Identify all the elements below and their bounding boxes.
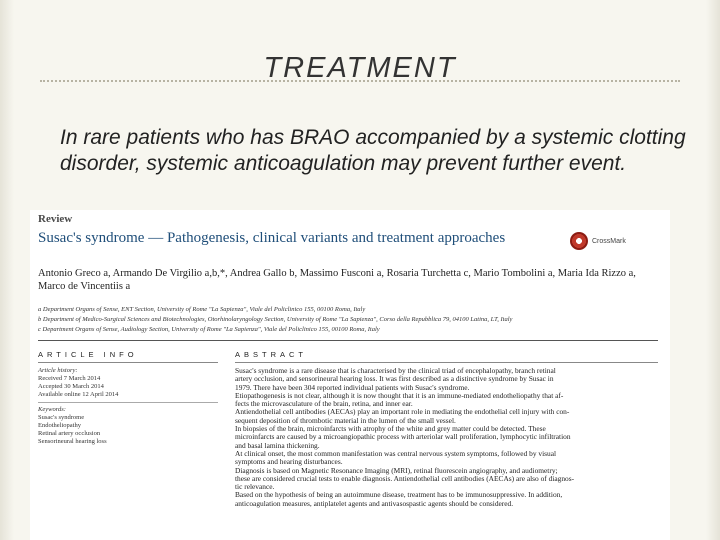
slide-title: TREATMENT xyxy=(263,52,457,84)
affiliation-list xyxy=(38,305,658,335)
abstract-line: tic relevance. xyxy=(235,482,275,492)
abstract-line: these are considered crucial tests to enable diagnosis. Antiendothelial cell antibodies (AECAs) are also of diagnos- xyxy=(235,473,575,483)
abstract-line: Antiendothelial cell antibodies (AECAs) play an important role in mediating the endothelial cell injury with con- xyxy=(235,407,570,417)
article-info-rule xyxy=(38,362,218,363)
article-info-block xyxy=(38,367,218,446)
section-divider xyxy=(38,340,658,341)
keyword-item: Endotheliopathy xyxy=(38,422,81,429)
abstract-line: anticoagulation measures, antiplatelet agents and antivasospastic agents should be considered. xyxy=(235,498,514,508)
abstract-line: Diagnosis is based on Magnetic Resonance Imaging (MRI), retinal fluorescein angiography, and audiometry; xyxy=(235,465,558,475)
keyword-item: Susac's syndrome xyxy=(38,414,85,421)
abstract-line: At clinical onset, the most common manifestation was central nervous system symptoms, followed by visual xyxy=(235,448,557,458)
abstract-line: artery occlusion, and sensorineural hearing loss. It was first described as a distinctive syndrome by Susac in xyxy=(235,374,554,384)
affiliation-item: c Department Organs of Sense, Audiology Section, University of Rome "La Sapienza", Viale del Policlinico 155, 00100 Roma, Italy xyxy=(38,326,380,333)
affiliation-item: b Department of Medico-Surgical Sciences and Biotechnologies, Otorhinolaryngology Section, University of Rome "La Sapienza", Corso della Repubblica 79, 04100 Latina, LT, Italy xyxy=(38,316,513,323)
affiliation-item: a Department Organs of Sense, ENT Section, University of Rome "La Sapienza", Viale del Policlinico 155, 00100 Roma, Italy xyxy=(38,306,366,313)
article-category: Review xyxy=(38,213,73,225)
abstract-line: fects the microvasculature of the brain, retina, and inner ear. xyxy=(235,399,413,409)
abstract-line: In biopsies of the brain, microinfarcts with atrophy of the white and grey matter could be detected. These xyxy=(235,424,546,434)
abstract-heading: ABSTRACT xyxy=(235,350,308,359)
abstract-rule xyxy=(235,362,658,363)
abstract-line: sequent deposition of thrombotic material in the lumen of the small vessel. xyxy=(235,415,456,425)
abstract-text xyxy=(235,367,665,508)
keyword-item: Sensorineural hearing loss xyxy=(38,438,107,445)
crossmark-icon xyxy=(570,232,588,250)
abstract-line: and basal lamina thickening. xyxy=(235,440,320,450)
abstract-line: symptoms and hearing disturbances. xyxy=(235,457,343,467)
info-divider xyxy=(38,402,218,403)
history-item: Accepted 30 March 2014 xyxy=(38,383,104,390)
keyword-item: Retinal artery occlusion xyxy=(38,430,101,437)
history-item: Received 7 March 2014 xyxy=(38,375,101,382)
abstract-line: microinfarcts are caused by a microangiopathic process with arteriolar wall proliferation, lymphocytic infiltration xyxy=(235,432,571,442)
history-item: Available online 12 April 2014 xyxy=(38,391,119,398)
crossmark-label: CrossMark xyxy=(592,237,626,245)
slide-body-text: In rare patients who has BRAO accompanied by a systemic clotting disorder, systemic anticoagulation may prevent further event. xyxy=(60,126,686,175)
crossmark-badge xyxy=(570,232,626,250)
article-excerpt-image xyxy=(30,210,670,540)
article-authors: Antonio Greco a, Armando De Virgilio a,b,*, Andrea Gallo b, Massimo Fusconi a, Rosaria Turchetta c, Mario Tombolini a, Maria Ida Rizzo a, Marco de Vincentiis a xyxy=(38,268,636,292)
title-divider xyxy=(40,80,680,82)
article-title: Susac's syndrome — Pathogenesis, clinical variants and treatment approaches xyxy=(38,230,506,246)
abstract-line: Based on the hypothesis of being an autoimmune disease, treatment has to be immunosuppressive. In addition, xyxy=(235,490,563,500)
history-label: Article history: xyxy=(38,367,78,374)
abstract-line: Susac's syndrome is a rare disease that is characterised by the clinical triad of encephalopathy, branch retinal xyxy=(235,366,556,375)
keywords-label: Keywords: xyxy=(38,406,66,413)
article-info-heading: ARTICLE INFO xyxy=(38,350,138,359)
abstract-line: 1979. There have been 304 reported individual patients with Susac's syndrome. xyxy=(235,382,470,392)
abstract-line: Etiopathogenesis is not clear, although it is now thought that it is an immune-mediated endotheliopathy that af- xyxy=(235,390,564,400)
